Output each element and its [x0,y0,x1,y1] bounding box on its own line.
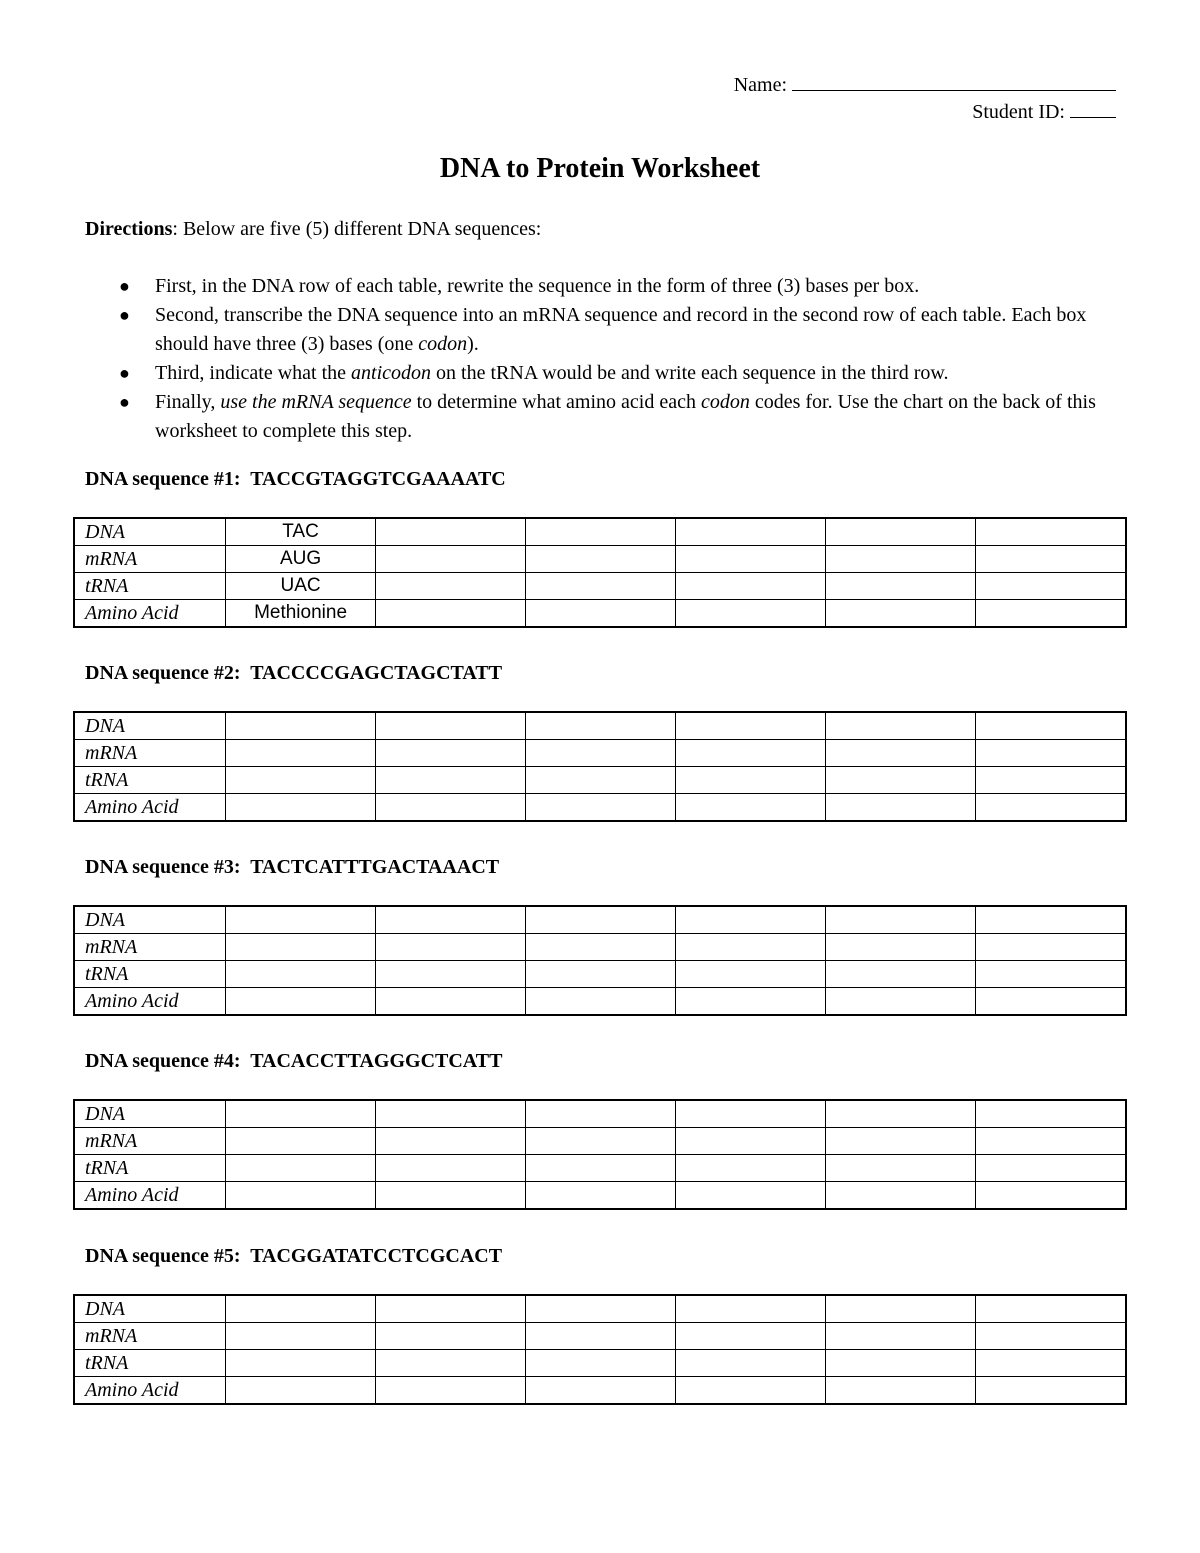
row-label: Amino Acid [74,1182,226,1210]
row-label: mRNA [74,740,226,767]
answer-cell[interactable] [376,1128,526,1155]
step-text: Third, indicate what the [155,362,352,384]
bullet-icon: ● [119,363,130,383]
answer-cell[interactable] [976,934,1126,961]
emphasis-text: anticodon [351,362,432,384]
row-label: tRNA [74,1155,226,1182]
answer-cell[interactable] [526,712,676,740]
table-row [74,906,1126,934]
answer-cell[interactable] [826,934,976,961]
table-row [74,1350,1126,1377]
answer-cell[interactable] [376,600,526,628]
answer-cell[interactable] [226,1377,376,1405]
answer-cell[interactable] [226,767,376,794]
bullet-icon: ● [119,392,130,412]
answer-cell[interactable] [526,1155,676,1182]
row-label: DNA [74,1295,226,1323]
directions-text: : Below are five (5) different DNA sequences: [172,218,542,240]
answer-cell[interactable] [526,767,676,794]
answer-cell[interactable] [376,934,526,961]
answer-cell[interactable] [976,794,1126,822]
answer-cell[interactable] [826,1377,976,1405]
answer-cell[interactable] [976,600,1126,628]
answer-cell[interactable] [376,573,526,600]
table-row [74,1155,1126,1182]
sequence-label: DNA sequence #5: [85,1245,241,1267]
answer-cell[interactable] [676,906,826,934]
answer-cell[interactable] [526,1295,676,1323]
row-label: tRNA [74,767,226,794]
table-row [74,1100,1126,1128]
answer-cell[interactable] [676,1295,826,1323]
directions-label: Directions [85,218,173,240]
answer-cell[interactable] [376,1295,526,1323]
table-row [74,518,1126,546]
table-row [74,988,1126,1016]
answer-cell[interactable] [676,546,826,573]
answer-cell[interactable] [226,712,376,740]
answer-cell[interactable] [976,1128,1126,1155]
answer-cell[interactable] [826,1155,976,1182]
answer-cell[interactable] [676,1155,826,1182]
answer-cell[interactable] [826,1128,976,1155]
table-row [74,712,1126,740]
answer-cell[interactable] [976,961,1126,988]
answer-cell[interactable] [376,794,526,822]
answer-cell[interactable] [976,1377,1126,1405]
bullet-icon: ● [119,305,130,325]
answer-cell[interactable] [826,600,976,628]
answer-cell[interactable] [226,988,376,1016]
student-id-blank[interactable] [1070,101,1116,118]
answer-cell[interactable] [526,1182,676,1210]
table-row [74,546,1126,573]
answer-cell[interactable] [976,740,1126,767]
answer-cell[interactable] [826,573,976,600]
answer-cell[interactable] [526,961,676,988]
answer-cell[interactable] [526,794,676,822]
answer-cell[interactable] [976,573,1126,600]
student-id-label: Student ID: [972,101,1065,123]
answer-cell[interactable] [226,1295,376,1323]
step-text: to determine what amino acid each [411,391,701,413]
answer-cell[interactable] [676,961,826,988]
emphasis-text: codon [700,391,750,413]
answer-cell[interactable] [226,934,376,961]
sequence-label: DNA sequence #4: [85,1050,241,1072]
table-row [74,1295,1126,1323]
row-label: DNA [74,712,226,740]
name-label: Name: [733,74,787,96]
sequence-bases: TACGGATATCCTCGCACT [250,1245,503,1267]
table-row [74,600,1126,628]
answer-cell[interactable] [226,794,376,822]
codon-table [73,1099,1127,1210]
answer-cell[interactable] [826,961,976,988]
step-text: codes for. Use the chart on the back of this worksheet to complete this step. [155,391,1096,442]
table-row [74,1182,1126,1210]
answer-cell[interactable] [676,518,826,546]
step-text: ). [467,333,479,355]
answer-cell[interactable] [376,546,526,573]
answer-cell[interactable] [826,712,976,740]
page-title: DNA to Protein Worksheet [439,153,761,184]
answer-cell[interactable] [226,1155,376,1182]
answer-cell[interactable] [526,934,676,961]
codon-table [73,1294,1127,1405]
answer-cell[interactable] [676,988,826,1016]
answer-cell[interactable] [226,740,376,767]
sequence-heading [85,662,502,685]
answer-cell[interactable] [676,600,826,628]
example-cell: Methionine [226,600,376,628]
answer-cell[interactable] [826,546,976,573]
name-blank[interactable] [792,74,1116,91]
answer-cell[interactable] [376,712,526,740]
sequence-heading [85,1050,502,1073]
row-label: tRNA [74,1350,226,1377]
sequence-heading [85,1245,502,1268]
answer-cell[interactable] [826,1100,976,1128]
directions [85,218,541,241]
answer-cell[interactable] [526,1128,676,1155]
answer-cell[interactable] [526,546,676,573]
answer-cell[interactable] [976,712,1126,740]
answer-cell[interactable] [376,988,526,1016]
answer-cell[interactable] [976,988,1126,1016]
answer-cell[interactable] [226,961,376,988]
answer-cell[interactable] [226,1323,376,1350]
table-row [74,934,1126,961]
answer-cell[interactable] [376,1323,526,1350]
name-field-line [734,74,1116,97]
answer-cell[interactable] [226,1182,376,1210]
instruction-list [85,272,1125,446]
answer-cell[interactable] [526,518,676,546]
answer-cell[interactable] [676,794,826,822]
row-label: Amino Acid [74,794,226,822]
bullet-icon: ● [119,276,130,296]
answer-cell[interactable] [526,1100,676,1128]
codon-table [73,905,1127,1016]
answer-cell[interactable] [376,1155,526,1182]
instruction-step [85,388,1125,446]
answer-cell[interactable] [826,1295,976,1323]
answer-cell[interactable] [526,1350,676,1377]
answer-cell[interactable] [976,906,1126,934]
answer-cell[interactable] [676,1323,826,1350]
answer-cell[interactable] [976,1155,1126,1182]
answer-cell[interactable] [826,1182,976,1210]
answer-cell[interactable] [376,1100,526,1128]
answer-cell[interactable] [526,573,676,600]
answer-cell[interactable] [676,740,826,767]
answer-cell[interactable] [676,1182,826,1210]
step-text: on the tRNA would be and write each sequence in the third row. [431,362,949,384]
row-label: Amino Acid [74,600,226,628]
answer-cell[interactable] [526,988,676,1016]
step-text: Second, transcribe the DNA sequence into an mRNA sequence and record in the second row of each table. Each box should have three (3) bases (one [155,304,1087,355]
answer-cell[interactable] [826,1323,976,1350]
answer-cell[interactable] [976,546,1126,573]
example-cell: AUG [226,546,376,573]
step-text: First, in the DNA row of each table, rewrite the sequence in the form of three (3) bases per box. [155,275,920,297]
table-row [74,573,1126,600]
row-label: mRNA [74,1128,226,1155]
answer-cell[interactable] [976,767,1126,794]
answer-cell[interactable] [826,767,976,794]
step-text: Finally, [155,391,221,413]
codon-table [73,711,1127,822]
answer-cell[interactable] [526,600,676,628]
student-id-field-line [972,101,1116,124]
answer-cell[interactable] [676,712,826,740]
answer-cell[interactable] [976,518,1126,546]
answer-cell[interactable] [376,1377,526,1405]
answer-cell[interactable] [976,1182,1126,1210]
answer-cell[interactable] [526,740,676,767]
answer-cell[interactable] [826,740,976,767]
answer-cell[interactable] [376,1182,526,1210]
answer-cell[interactable] [376,767,526,794]
answer-cell[interactable] [226,1128,376,1155]
row-label: Amino Acid [74,988,226,1016]
instruction-step [85,301,1125,359]
answer-cell[interactable] [226,906,376,934]
instruction-step [85,359,1125,388]
sequence-heading [85,468,506,491]
row-label: DNA [74,906,226,934]
answer-cell[interactable] [676,1377,826,1405]
answer-cell[interactable] [976,1323,1126,1350]
sequence-bases: TACCGTAGGTCGAAAATC [250,468,506,490]
row-label: Amino Acid [74,1377,226,1405]
answer-cell[interactable] [676,1350,826,1377]
instruction-step [85,272,1125,301]
answer-cell[interactable] [526,1323,676,1350]
sequence-bases: TACTCATTTGACTAAACT [250,856,500,878]
table-row [74,961,1126,988]
row-label: tRNA [74,573,226,600]
answer-cell[interactable] [526,1377,676,1405]
row-label: DNA [74,1100,226,1128]
answer-cell[interactable] [676,767,826,794]
example-cell: TAC [226,518,376,546]
answer-cell[interactable] [826,1350,976,1377]
answer-cell[interactable] [226,1350,376,1377]
answer-cell[interactable] [676,1100,826,1128]
answer-cell[interactable] [826,988,976,1016]
answer-cell[interactable] [376,1350,526,1377]
table-row [74,740,1126,767]
answer-cell[interactable] [376,518,526,546]
sequence-bases: TACACCTTAGGGCTCATT [250,1050,503,1072]
answer-cell[interactable] [976,1350,1126,1377]
answer-cell[interactable] [976,1295,1126,1323]
row-label: DNA [74,518,226,546]
answer-cell[interactable] [826,794,976,822]
answer-cell[interactable] [376,740,526,767]
sequence-label: DNA sequence #2: [85,662,241,684]
emphasis-text: use the mRNA sequence [220,391,412,413]
codon-table [73,517,1127,628]
answer-cell[interactable] [676,573,826,600]
table-row [74,767,1126,794]
answer-cell[interactable] [226,1100,376,1128]
answer-cell[interactable] [676,1128,826,1155]
table-row [74,1323,1126,1350]
example-cell: UAC [226,573,376,600]
answer-cell[interactable] [376,961,526,988]
answer-cell[interactable] [976,1100,1126,1128]
sequence-heading [85,856,499,879]
emphasis-text: codon [418,333,468,355]
sequence-bases: TACCCCGAGCTAGCTATT [250,662,503,684]
row-label: mRNA [74,546,226,573]
sequence-label: DNA sequence #1: [85,468,241,490]
table-row [74,1128,1126,1155]
row-label: mRNA [74,1323,226,1350]
answer-cell[interactable] [676,934,826,961]
answer-cell[interactable] [376,906,526,934]
table-row [74,794,1126,822]
answer-cell[interactable] [826,518,976,546]
table-row [74,1377,1126,1405]
answer-cell[interactable] [826,906,976,934]
row-label: tRNA [74,961,226,988]
sequence-label: DNA sequence #3: [85,856,241,878]
row-label: mRNA [74,934,226,961]
answer-cell[interactable] [526,906,676,934]
